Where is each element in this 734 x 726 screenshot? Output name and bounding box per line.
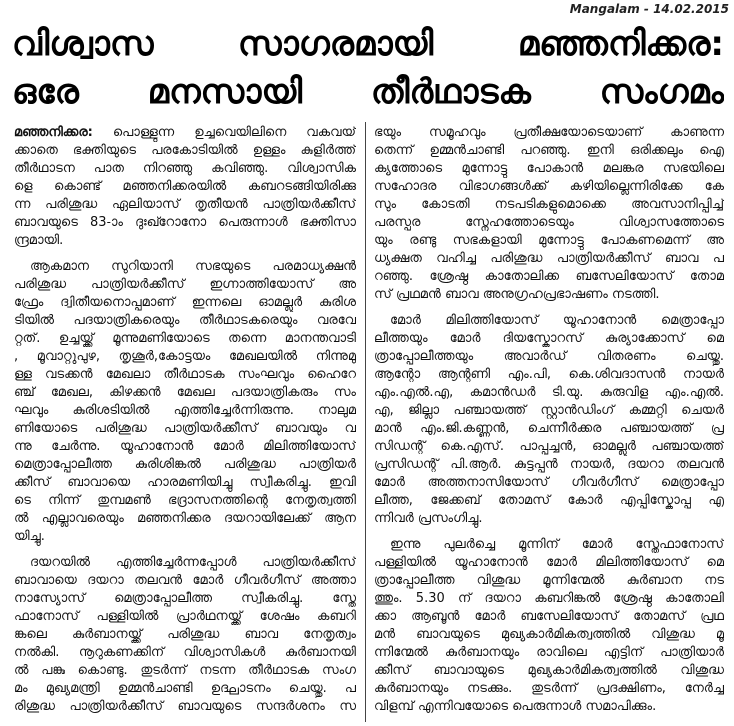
text-line: എ, ജില്ലാ പഞ്ചായത്ത് സ്റ്റാൻഡിംഗ് കമ്മറ്റി ചെയർ (374, 403, 724, 418)
text-line: ക്കാതെ ഭക്തിയുടെ പരകോടിയിൽ ഉള്ളം കുളിർത്ത് (14, 143, 356, 158)
article-paragraph (374, 124, 724, 304)
text-line: ന്ന പരിശുദ്ധ ഏലിയാസ് തൃതീയൻ പാത്രിയർക്കീസ് (14, 197, 356, 212)
text-line: ള്ള വടക്കൻ മേഖലാ തീർഥാടക സംഘവും ഹൈറേ (14, 367, 356, 382)
text-line: ക്കീസ് ബാവായെ ഹാരമണിയിച്ചു സ്വീകരിച്ചു. ഇവി (14, 475, 356, 490)
text-line: ൽ എല്ലാവരെയും മഞ്ഞനിക്കര ദയറായിലേക്ക് ആന (14, 511, 356, 526)
article-paragraph (14, 554, 356, 716)
headline-line-2: ഒരേ മനസായി തീർഥാടക സംഗമം (12, 72, 724, 112)
article-paragraph (374, 536, 724, 716)
text-line: ബാവായെ ദയറാ തലവൻ മോർ ഗീവർഗീസ് അത്താ (14, 573, 356, 588)
text-line: ൽ പങ്കു കൊണ്ടു. തുടർന്ന് നടന്ന തീർഥാടക സംഗ (14, 663, 356, 678)
text-line: സിഡന്റ് കെ.എസ്. പാപ്പച്ചൻ, ഓമല്ലൂർ പഞ്ചായത്ത് (374, 439, 724, 454)
text-line: ത്രാപ്പോലീത്തയും അവാർഡ് വിതരണം ചെയ്തു. (374, 349, 724, 364)
text-line: ആന്റോ ആന്റണി എം.പി, കെ.ശിവദാസൻ നായർ (374, 367, 724, 382)
text-line: ക്കീസ് ബാവായുടെ മുഖ്യകാർമികത്വത്തിൽ വിശുദ്ധ (374, 663, 724, 678)
article-column-left (14, 124, 356, 716)
article-paragraph (14, 124, 356, 250)
text-line: ങ്കലെ കുർബാനയ്ക്ക് പരിശുദ്ധ ബാവ നേതൃത്വം (14, 627, 356, 642)
text-line: ടിയിൽ പദയാത്രികരെയും തീർഥാടകരെയും വരവേ (14, 313, 356, 328)
text-line: ത്രാപ്പോലീത്ത വിശുദ്ധ മൂന്നിന്മേൽ കുർബാന നട (374, 573, 724, 588)
text-line: ന്നു ചേർന്നു. യൂഹാനോൻ മോർ മിലിത്തിയോസ് (14, 439, 356, 454)
text-line: രിശുദ്ധ പാത്രിയർക്കീസ് ബാവയുടെ സന്ദർശനം സ (14, 699, 356, 714)
article-paragraph (14, 258, 356, 546)
text-line: ഫ്രേം ദ്വിതീയനൊപ്പമാണ് ഇന്നലെ ഓമല്ലൂർ കുരിശ (14, 295, 356, 310)
article-paragraph (374, 312, 724, 528)
text-line: മം മുഖ്യമന്ത്രി ഉമ്മൻചാണ്ടി ഉദ്ഘാടനം ചെയ്തു. പ (14, 681, 356, 696)
text-line (14, 124, 356, 142)
text-line: ന്ദ്രമായി. (14, 233, 64, 248)
text-line: നാസ്യോസ് മെത്രാപ്പോലീത്ത സ്വീകരിച്ചു. സ്തേ (14, 591, 356, 606)
text-line: സഹോദര വിഭാഗങ്ങൾക്ക് കഴിയില്ലെന്നിരിക്കേ കേ (374, 179, 724, 194)
text-line: ഘവും കുരിശടിയിൽ എത്തിച്ചേർന്നിരുന്നു. നാലുമ (14, 403, 356, 418)
text-line: പള്ളിയിൽ യൂഹാനോൻ മോർ മിലിത്തിയോസ് മെ (374, 555, 724, 570)
text-line: ഭയും സമൂഹവും പ്രതീക്ഷയോടെയാണ് കാണുന്ന (374, 125, 724, 140)
text-line: , മൂവാറ്റുപുഴ, തൃശൂർ,കോട്ടയം മേഖലയിൽ നിന്നുമു (14, 349, 356, 364)
text-line: കുർബാനയും നടക്കും. തുടർന്ന് പ്രദക്ഷിണം, നേർച്ച (374, 681, 724, 696)
text-line: എം.എൽ.എ, കമാൻഡർ ടി.യു. കുരുവിള എം.എൽ. (374, 385, 724, 400)
text-line: മോർ അത്തനാസിയോസ് ഗീവർഗീസ് മെത്രാപ്പോ (374, 475, 724, 490)
text-line: ളെ കൊണ്ട് മഞ്ഞനിക്കരയിൽ കബറടങ്ങിയിരിക്കു (14, 179, 356, 194)
text-line: ക്യത്തോടെ മുന്നോട്ടു പോകാൻ മലങ്കര സഭയിലെ (374, 161, 724, 176)
text-line: യിച്ചു. (14, 529, 45, 544)
text-line: ഞ്ച് മേഖല, കിഴക്കൻ മേഖല പദയാത്രികരും സം (14, 385, 356, 400)
text-line: റ്റത്. ഉച്ചയ്ക്ക് മൂന്നുമണിയോടെ തന്നെ മാനന്തവാടി (14, 331, 356, 346)
text-line: പ്രസിഡന്റ് പി.ആർ. കുട്ടപ്പൻ നായർ, ദയറാ തലവൻ (374, 457, 724, 472)
text-line: ഫാനോസ് പള്ളിയിൽ പ്രാർഥനയ്ക്ക് ശേഷം കബറി (14, 609, 356, 624)
dateline: മഞ്ഞനിക്കര: (14, 125, 93, 140)
text-line: ദയറയിൽ എത്തിച്ചേർന്നപ്പോൾ പാത്രിയർക്കീസ് (30, 555, 356, 570)
text-line: സ് പ്രഥമൻ ബാവ അനുഗ്രഹപ്രഭാഷണം നടത്തി. (374, 287, 660, 302)
text-line: പരിശുദ്ധ പാത്രിയർക്കീസ് ഇഗ്നാത്തിയോസ് അ (14, 277, 356, 292)
text-line: മൻ ബാവയുടെ മുഖ്യകാർമികത്വത്തിൽ വിശുദ്ധ മൂ (374, 627, 724, 642)
text-line: ഇന്നു പുലർച്ചെ മൂന്നിന് മോർ സ്തേഫാനോസ് (390, 537, 724, 552)
text-line: ലീത്ത, ജേക്കബ് തോമസ് കോർ എപ്പിസ്കോപ്പ എ (374, 493, 724, 508)
text-line: ധ്യക്ഷത വഹിച്ച പരിശുദ്ധ പാത്രിയർക്കീസ് ബാവ പ (374, 251, 724, 266)
text-line: ന്നിവർ പ്രസംഗിച്ചു. (374, 511, 483, 526)
text-line: തെന്ന് ഉമ്മൻചാണ്ടി പറഞ്ഞു. ഇനി ഒരിക്കലും ഐ (374, 143, 724, 158)
text-line: പരസ്പര സ്നേഹത്തോടെയും വിശ്വാസത്തോടെ (374, 215, 724, 230)
article-column-right (374, 124, 724, 716)
text-line: മെത്രാപ്പോലീത്ത കുരിശിങ്കൽ പരിശുദ്ധ പാത്രിയർ (14, 457, 356, 472)
column-divider (365, 122, 366, 722)
text-line: ആകമാന സുറിയാനി സഭയുടെ പരമാധ്യക്ഷൻ (30, 259, 356, 274)
text-line: തീർഥാടന പാത നിറഞ്ഞു കവിഞ്ഞു. വിശ്വാസിക (14, 161, 356, 176)
masthead: Mangalam - 14.02.2015 (569, 2, 729, 16)
text-line: റഞ്ഞു. ശ്രേഷ്ഠ കാതോലിക്ക ബസേലിയോസ് തോമ (374, 269, 724, 284)
text-line: നൽകി. നൂറുകണക്കിന് വിശ്വാസികൾ കുർബാനയി (14, 645, 356, 660)
text-line: ലീത്തയും മോർ ദിയസ്കോറസ് കുര്യാക്കോസ് മെ (374, 331, 724, 346)
text-line: മോർ മിലിത്തിയോസ് യൂഹാനോൻ മെത്രാപ്പോ (390, 313, 724, 328)
text-line: ടെ നിന്ന് തുമ്പമൺ ഭദ്രാസനത്തിന്റെ നേതൃത്വത്തി (14, 493, 356, 508)
text-line: സും കോടതി നടപടികളുമൊക്കെ അവസാനിപ്പിച്ച് (374, 197, 724, 212)
text-line: ക്കാ ആബൂൻ മോർ ബസേലിയോസ് തോമസ് പ്രഥ (374, 609, 724, 624)
text-line: വിളമ്പ് എന്നിവയോടെ പെരുന്നാൾ സമാപിക്കും. (374, 699, 657, 714)
text-line: ബാവയുടെ 83-ാം ദുഃഖ്റോനോ പെരുന്നാൾ ഭക്തിസാ (14, 215, 356, 230)
text-line: മാൻ എം.ജി.കണ്ണൻ, ചെന്നീർക്കര പഞ്ചായത്ത് പ്ര (374, 421, 724, 436)
text-line-content: പൊള്ളുന്ന ഉച്ചവെയിലിനെ വകവയ് (112, 125, 356, 140)
text-line: യും രണ്ടു സഭകളായി മുന്നോട്ടു പോകണമെന്ന് അ (374, 233, 724, 248)
text-line: ണിയോടെ പരിശുദ്ധ പാത്രിയർക്കീസ് ബാവയും വ (14, 421, 356, 436)
text-line: ത്തും. 5.30 ന് ദയറാ കബറിങ്കൽ ശ്രേഷ്ഠ കാതോലി (374, 591, 724, 606)
text-line: ന്നിന്മേൽ കുർബാനയും രാവിലെ എട്ടിന് പാത്രിയാർ (374, 645, 724, 660)
headline-line-1: വിശ്വാസ സാഗരമായി മഞ്ഞനിക്കര: (12, 24, 724, 64)
headline (12, 20, 724, 116)
